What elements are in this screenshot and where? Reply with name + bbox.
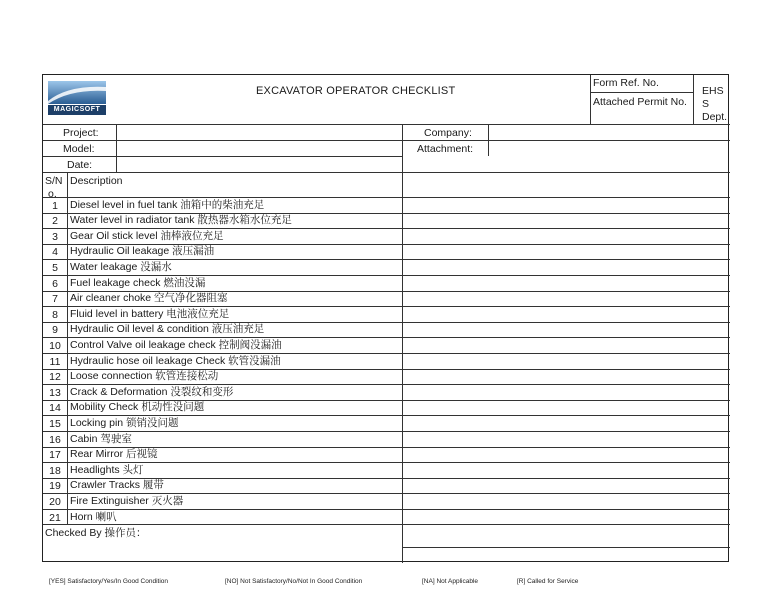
- item-number: 3: [52, 230, 58, 243]
- attached-permit-label: Attached Permit No.: [593, 96, 687, 108]
- item-description: Hydraulic hose oil leakage Check 软管没漏油: [70, 354, 281, 367]
- company-input[interactable]: [489, 125, 729, 140]
- item-number: 17: [49, 449, 61, 462]
- item-number: 21: [49, 511, 61, 524]
- item-description: Locking pin 锁销没问题: [70, 416, 179, 429]
- item-status-cell[interactable]: [403, 494, 729, 509]
- item-status-cell[interactable]: [403, 479, 729, 494]
- item-number: 11: [49, 355, 61, 368]
- attachment-input[interactable]: [489, 141, 729, 156]
- item-number: 19: [49, 480, 61, 493]
- checklist-sheet: [42, 74, 729, 562]
- item-status-cell[interactable]: [403, 338, 729, 353]
- item-description: Horn 喇叭: [70, 510, 117, 523]
- item-status-cell[interactable]: [403, 198, 729, 213]
- item-status-cell[interactable]: [403, 245, 729, 260]
- item-status-cell[interactable]: [403, 401, 729, 416]
- item-status-cell[interactable]: [403, 214, 729, 229]
- item-description: Water leakage 没漏水: [70, 260, 172, 273]
- sn-header-cont: o.: [48, 188, 57, 200]
- checklist-title: EXCAVATOR OPERATOR CHECKLIST: [256, 85, 456, 97]
- legend-na: [NA] Not Applicable: [422, 578, 479, 585]
- item-description: Hydraulic Oil leakage 液压漏油: [70, 245, 215, 258]
- magicsoft-logo: [48, 81, 106, 115]
- table-column-divider: [67, 172, 68, 524]
- item-number: 18: [49, 464, 61, 477]
- item-number: 13: [49, 386, 61, 399]
- item-status-cell[interactable]: [403, 354, 729, 369]
- item-status-cell[interactable]: [403, 416, 729, 431]
- item-number: 9: [52, 324, 58, 337]
- legend-r: [R] Called for Service: [517, 578, 579, 585]
- item-number: 7: [52, 293, 58, 306]
- checked-by-label: Checked By 操作员：: [45, 527, 147, 539]
- model-input[interactable]: [117, 141, 401, 156]
- dept-label-2: S: [702, 98, 710, 110]
- item-status-cell[interactable]: [403, 432, 729, 447]
- header-divider: [693, 75, 694, 124]
- row-divider: [43, 172, 730, 173]
- project-input[interactable]: [117, 125, 401, 140]
- item-description: Rear Mirror 后视镜: [70, 448, 158, 461]
- item-number: 12: [49, 371, 61, 384]
- item-description: Hydraulic Oil level & condition 液压油充足: [70, 323, 265, 336]
- item-number: 20: [49, 495, 61, 508]
- dept-label-1: EHS: [702, 85, 724, 97]
- item-description: Gear Oil stick level 油棒液位充足: [70, 229, 224, 242]
- item-description: Crawler Tracks 履带: [70, 479, 164, 492]
- item-description: Loose connection 软管连接松动: [70, 370, 219, 383]
- item-status-cell[interactable]: [403, 260, 729, 275]
- legend-yes: [YES] Satisfactory/Yes/In Good Condition: [49, 578, 168, 585]
- item-status-cell[interactable]: [403, 370, 729, 385]
- item-description: Crack & Deformation 没裂纹和变形: [70, 385, 234, 398]
- date-label: Date:: [67, 159, 93, 171]
- header-divider: [590, 92, 693, 93]
- item-number: 6: [52, 277, 58, 290]
- item-description: Mobility Check 机动性没问题: [70, 401, 205, 414]
- item-status-cell[interactable]: [403, 292, 729, 307]
- model-label: Model:: [63, 143, 95, 155]
- item-status-cell[interactable]: [403, 307, 729, 322]
- item-status-cell[interactable]: [403, 510, 729, 525]
- item-number: 16: [49, 433, 61, 446]
- project-label: Project:: [63, 127, 99, 139]
- company-label: Company:: [424, 127, 472, 139]
- item-description: Fire Extinguisher 灭火器: [70, 494, 184, 507]
- item-description: Fluid level in battery 电池液位充足: [70, 307, 230, 320]
- item-number: 10: [49, 339, 61, 352]
- header-divider: [590, 75, 591, 124]
- form-ref-label: Form Ref. No.: [593, 77, 659, 89]
- date-input[interactable]: [117, 157, 729, 172]
- item-description: Air cleaner choke 空气净化器阻塞: [70, 292, 228, 305]
- item-number: 8: [52, 308, 58, 321]
- dept-label-3: Dept.: [702, 111, 728, 123]
- item-number: 14: [49, 402, 61, 415]
- item-description: Headlights 头灯: [70, 463, 144, 476]
- attachment-label: Attachment:: [417, 143, 474, 155]
- item-status-cell[interactable]: [403, 385, 729, 400]
- item-number: 2: [52, 215, 58, 228]
- item-number: 1: [52, 199, 58, 212]
- item-description: Water level in radiator tank 散热器水箱水位充足: [70, 214, 292, 227]
- item-status-cell[interactable]: [403, 276, 729, 291]
- item-status-cell[interactable]: [403, 229, 729, 244]
- checked-by-signature-field[interactable]: [403, 525, 729, 562]
- item-number: 4: [52, 246, 58, 259]
- item-status-cell[interactable]: [403, 323, 729, 338]
- sn-header: S/N: [45, 175, 63, 187]
- logo-text: MAGICSOFT: [53, 106, 101, 113]
- item-description: Diesel level in fuel tank 油箱中的柴油充足: [70, 198, 265, 211]
- item-description: Cabin 驾驶室: [70, 432, 132, 445]
- description-header: Description: [70, 175, 123, 187]
- item-status-cell[interactable]: [403, 463, 729, 478]
- item-number: 5: [52, 261, 58, 274]
- item-description: Control Valve oil leakage check 控制阀没漏油: [70, 338, 282, 351]
- item-status-cell[interactable]: [403, 448, 729, 463]
- legend-no: [NO] Not Satisfactory/No/Not In Good Condition: [225, 578, 363, 585]
- item-number: 15: [49, 417, 61, 430]
- item-description: Fuel leakage check 燃油没漏: [70, 276, 206, 289]
